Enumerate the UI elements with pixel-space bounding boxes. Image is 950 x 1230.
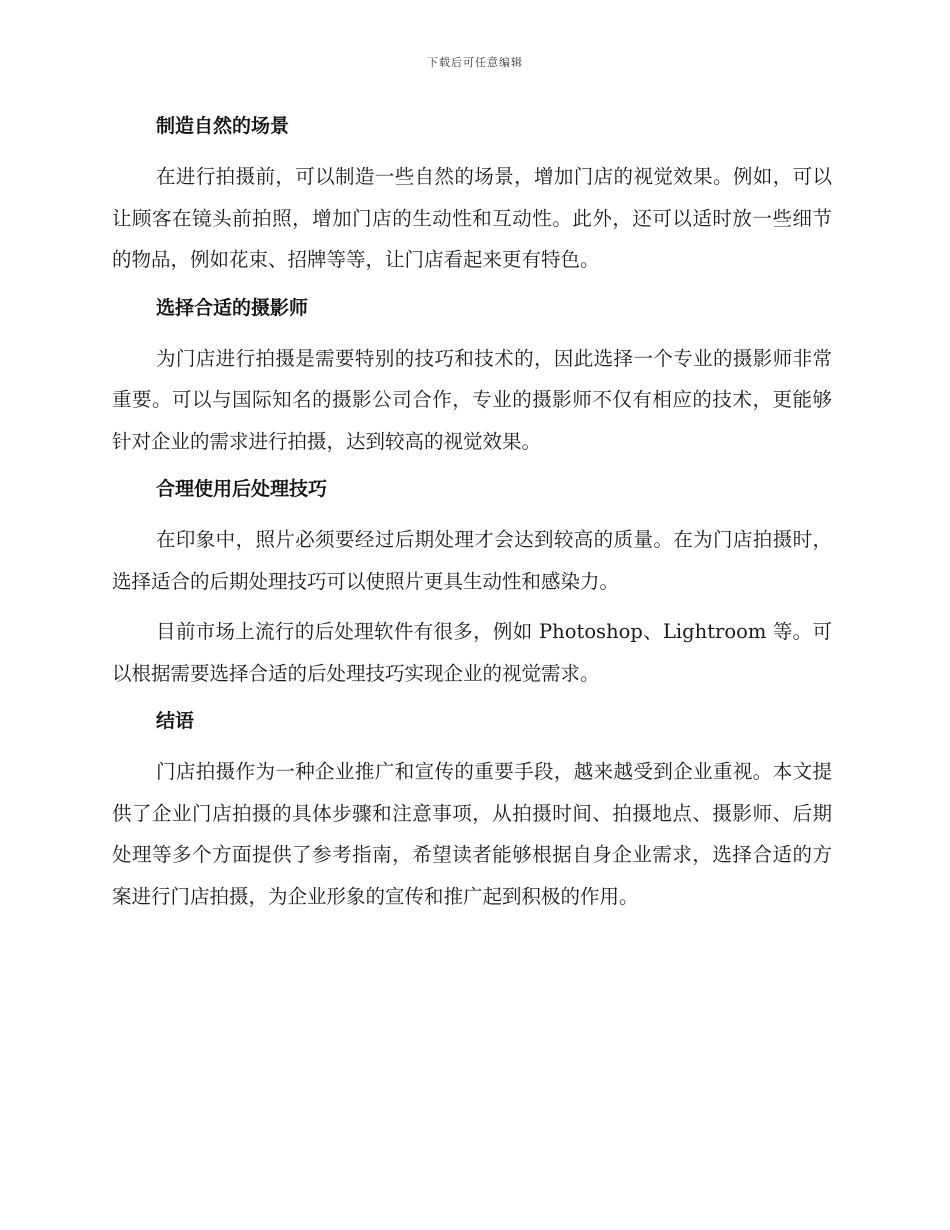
paragraph: 在进行拍摄前，可以制造一些自然的场景，增加门店的视觉效果。例如，可以让顾客在镜头前拍照，增加门店的生动性和互动性。此外，还可以适时放一些细节的物品，例如花束、招牌等等，让门店看起来更有特色。 xyxy=(112,165,832,271)
paragraph: 目前市场上流行的后处理软件有很多，例如 Photoshop、Lightroom 等。可以根据需要选择合适的后处理技巧实现企业的视觉需求。 xyxy=(112,620,832,685)
section-heading: 结语 xyxy=(156,710,195,732)
paragraph: 门店拍摄作为一种企业推广和宣传的重要手段，越来越受到企业重视。本文提供了企业门店拍摄的具体步骤和注意事项，从拍摄时间、拍摄地点、摄影师、后期处理等多个方面提供了参考指南，希望读者能够根据自身企业需求，选择合适的方案进行门店拍摄，为企业形象的宣传和推广起到积极的作用。 xyxy=(112,760,832,908)
section-post-processing xyxy=(112,471,832,694)
section-choose-photographer xyxy=(112,290,832,463)
document-body xyxy=(112,108,832,926)
paragraph: 在印象中，照片必须要经过后期处理才会达到较高的质量。在为门店拍摄时，选择适合的后期处理技巧可以使照片更具生动性和感染力。 xyxy=(112,528,832,593)
page-header: 下载后可任意编辑 xyxy=(427,56,523,69)
section-conclusion xyxy=(112,703,832,917)
section-heading: 制造自然的场景 xyxy=(156,115,290,137)
section-heading: 合理使用后处理技巧 xyxy=(156,478,328,500)
section-natural-scene xyxy=(112,108,832,281)
section-heading: 选择合适的摄影师 xyxy=(156,296,309,319)
paragraph: 为门店进行拍摄是需要特别的技巧和技术的，因此选择一个专业的摄影师非常重要。可以与国际知名的摄影公司合作，专业的摄影师不仅有相应的技术，更能够针对企业的需求进行拍摄，达到较高的视觉效果。 xyxy=(112,346,832,453)
